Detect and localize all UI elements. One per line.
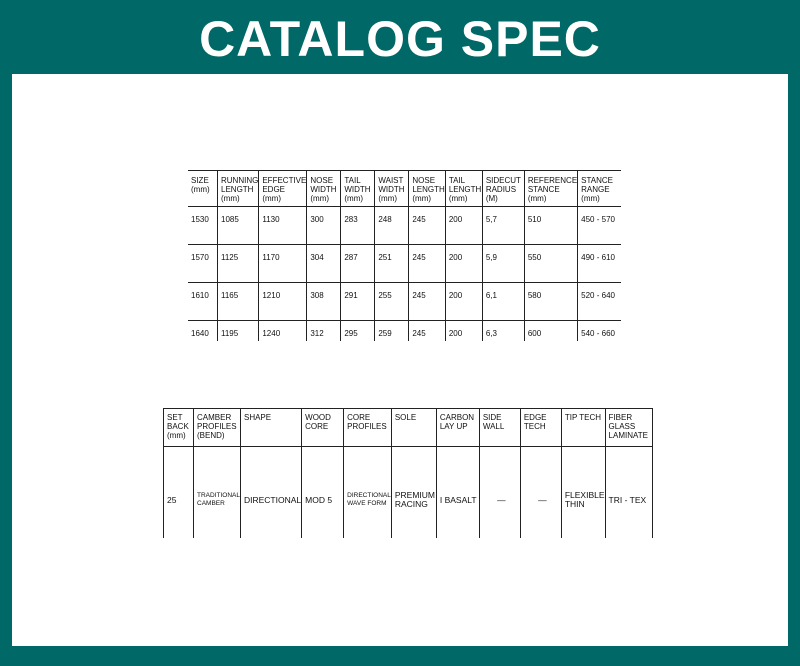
column-header: SHAPE <box>240 409 301 447</box>
column-header: SIZE (mm) <box>188 171 218 207</box>
table-cell: 450 - 570 <box>578 207 622 245</box>
table-row <box>188 321 621 342</box>
column-header: SOLE <box>391 409 436 447</box>
table-cell: 200 <box>445 321 482 342</box>
table-cell: I BASALT <box>436 447 479 539</box>
column-header: SIDECUT RADIUS (M) <box>482 171 524 207</box>
column-header: CORE PROFILES <box>344 409 392 447</box>
table-cell: 1210 <box>259 283 307 321</box>
table-cell: 1125 <box>218 245 259 283</box>
table-cell: 1130 <box>259 207 307 245</box>
table-cell: 5,9 <box>482 245 524 283</box>
table-cell: DIRECTIONAL <box>240 447 301 539</box>
page-title: CATALOG SPEC <box>199 11 601 67</box>
table-cell: 1240 <box>259 321 307 342</box>
table-cell: 304 <box>307 245 341 283</box>
column-header: SIDE WALL <box>479 409 520 447</box>
table-row <box>188 283 621 321</box>
title-banner <box>0 0 800 74</box>
table-cell: 1195 <box>218 321 259 342</box>
table-row <box>188 207 621 245</box>
table-cell: — <box>520 447 561 539</box>
table-cell: 255 <box>375 283 409 321</box>
table-cell: 300 <box>307 207 341 245</box>
column-header: CAMBER PROFILES (BEND) <box>194 409 241 447</box>
table-cell: PREMIUM RACING <box>391 447 436 539</box>
column-header: CARBON LAY UP <box>436 409 479 447</box>
table-cell: 25 <box>164 447 194 539</box>
column-header: NOSE WIDTH (mm) <box>307 171 341 207</box>
table-cell: 200 <box>445 245 482 283</box>
table-cell: 308 <box>307 283 341 321</box>
column-header: EDGE TECH <box>520 409 561 447</box>
table-cell: 1610 <box>188 283 218 321</box>
table-cell: 1530 <box>188 207 218 245</box>
column-header: SET BACK (mm) <box>164 409 194 447</box>
table-cell: 1570 <box>188 245 218 283</box>
table-cell: 200 <box>445 283 482 321</box>
table-cell: 580 <box>524 283 577 321</box>
table-cell: 1170 <box>259 245 307 283</box>
table-cell: FLEXIBLE THIN <box>561 447 605 539</box>
column-header: WAIST WIDTH (mm) <box>375 171 409 207</box>
column-header: EFFECTIVE EDGE (mm) <box>259 171 307 207</box>
table-row <box>188 245 621 283</box>
table-cell: TRI - TEX <box>605 447 652 539</box>
table-cell: 283 <box>341 207 375 245</box>
table-cell: 259 <box>375 321 409 342</box>
spec-panel <box>12 74 788 646</box>
table-cell: 520 - 640 <box>578 283 622 321</box>
table-row <box>164 447 653 539</box>
column-header: WOOD CORE <box>302 409 344 447</box>
table-cell: 1085 <box>218 207 259 245</box>
table-cell: 287 <box>341 245 375 283</box>
table-cell: 600 <box>524 321 577 342</box>
table-cell: 312 <box>307 321 341 342</box>
table-cell: 200 <box>445 207 482 245</box>
table-cell: 251 <box>375 245 409 283</box>
column-header: TAIL LENGTH (mm) <box>445 171 482 207</box>
table-cell: MOD 5 <box>302 447 344 539</box>
column-header: REFERENCE STANCE (mm) <box>524 171 577 207</box>
table-header-row <box>188 171 621 207</box>
table-cell: 1165 <box>218 283 259 321</box>
table-cell: 245 <box>409 283 445 321</box>
table-cell: 510 <box>524 207 577 245</box>
table-cell: 490 - 610 <box>578 245 622 283</box>
table-cell: 540 - 660 <box>581 329 615 338</box>
size-spec-table <box>188 170 621 341</box>
table-cell: 295 <box>341 321 375 342</box>
table-cell: 245 <box>409 245 445 283</box>
column-header: TIP TECH <box>561 409 605 447</box>
table-cell: 248 <box>375 207 409 245</box>
table-cell: 550 <box>524 245 577 283</box>
table-cell: 291 <box>341 283 375 321</box>
table-cell: TRADITIONAL CAMBER <box>194 447 241 539</box>
table-header-row <box>164 409 653 447</box>
table-cell: 245 <box>409 321 445 342</box>
table-cell: DIRECTIONAL WAVE FORM <box>344 447 392 539</box>
column-header: NOSE LENGTH (mm) <box>409 171 445 207</box>
table-cell: — <box>479 447 520 539</box>
table-cell: 245 <box>409 207 445 245</box>
table-cell: 5,7 <box>482 207 524 245</box>
column-header: TAIL WIDTH (mm) <box>341 171 375 207</box>
column-header: STANCE RANGE (mm) <box>578 171 622 207</box>
table-cell: 1640 <box>188 321 218 342</box>
table-cell: 6,1 <box>482 283 524 321</box>
column-header: FIBER GLASS LAMINATE <box>605 409 652 447</box>
table-cell: 6,3 <box>482 321 524 342</box>
tech-spec-table <box>163 408 653 538</box>
column-header: RUNNING LENGTH (mm) <box>218 171 259 207</box>
